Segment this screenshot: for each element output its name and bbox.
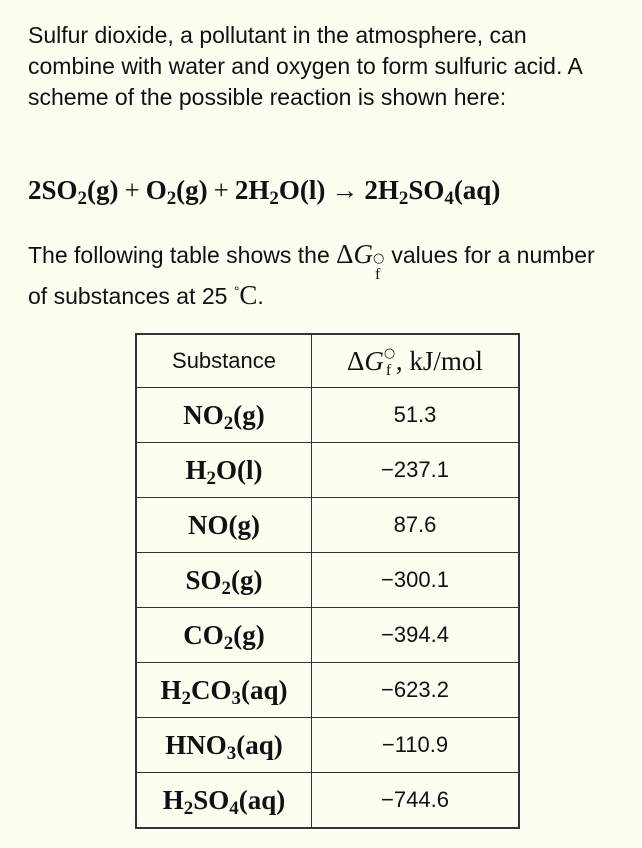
reactant-h2o: 2H2O(l)	[234, 175, 326, 210]
substance-cell: CO2(g)	[136, 608, 312, 663]
table-intro-before: The following table shows the	[28, 242, 330, 268]
reaction-equation	[28, 172, 628, 208]
substance-cell: H2SO4(aq)	[136, 773, 312, 829]
table-row	[136, 718, 519, 773]
table-row	[136, 663, 519, 718]
reactant-o2: O2(g)	[145, 175, 208, 210]
value-cell: 87.6	[312, 498, 520, 553]
intro-paragraph: Sulfur dioxide, a pollutant in the atmosphere, can combine with water and oxygen to form sulfuric acid. A scheme of the possible reaction is shown here:	[28, 22, 582, 110]
table-row	[136, 773, 519, 829]
value-cell: −744.6	[312, 773, 520, 829]
degree-symbol: °	[233, 284, 240, 300]
plus-sign: +	[213, 175, 229, 205]
substance-cell: NO2(g)	[136, 388, 312, 443]
table-row	[136, 443, 519, 498]
substance-cell: H2CO3(aq)	[136, 663, 312, 718]
value-cell: −394.4	[312, 608, 520, 663]
gibbs-symbol: G	[353, 239, 373, 269]
table-row	[136, 388, 519, 443]
reaction-arrow-icon: →	[331, 175, 359, 205]
value-cell: −237.1	[312, 443, 520, 498]
table-intro-after: values for a number of substances at 25	[28, 242, 595, 309]
standard-formation-marks: ○ f	[373, 251, 385, 283]
table-row	[136, 608, 519, 663]
substance-cell: SO2(g)	[136, 553, 312, 608]
table-row	[136, 498, 519, 553]
celsius-unit: C	[239, 280, 258, 310]
free-energy-table	[135, 333, 520, 829]
substance-cell: H2O(l)	[136, 443, 312, 498]
substance-cell: HNO3(aq)	[136, 718, 312, 773]
value-cell: 51.3	[312, 388, 520, 443]
value-cell: −300.1	[312, 553, 520, 608]
value-cell: −110.9	[312, 718, 520, 773]
value-cell: −623.2	[312, 663, 520, 718]
header-standard-formation-marks: ○ f	[383, 345, 396, 379]
product-h2so4: 2H2SO4(aq)	[364, 175, 501, 210]
plus-sign: +	[124, 175, 140, 205]
table-intro-paragraph: The following table shows the ΔG ○ f values for a number of substances at 25 °C.	[28, 239, 595, 310]
table-header-row	[136, 334, 519, 388]
header-substance: Substance	[136, 334, 312, 388]
header-delta-g: ΔG ○ f , kJ/mol	[312, 334, 520, 388]
delta-symbol: Δ	[336, 239, 354, 269]
table-row	[136, 553, 519, 608]
reactant-so2: 2SO2(g)	[28, 175, 119, 210]
substance-cell: NO(g)	[136, 498, 312, 553]
